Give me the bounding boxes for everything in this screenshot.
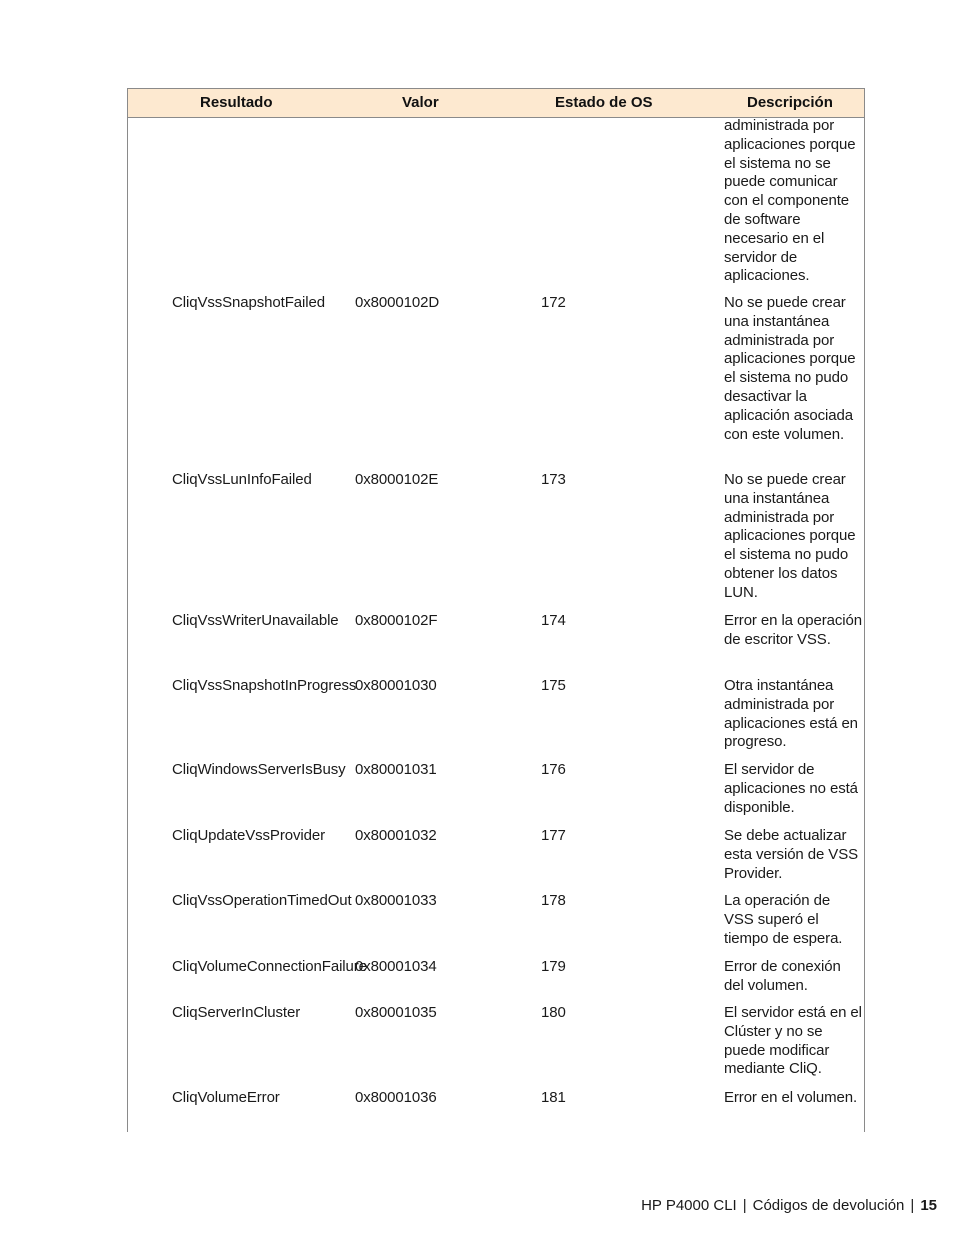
row-description: Se debe actualizar esta versión de VSS Provider. xyxy=(724,827,859,882)
row-result: CliqVolumeConnectionFailure xyxy=(172,958,367,975)
row-result: CliqVssSnapshotFailed xyxy=(172,294,325,311)
row-os-state: 176 xyxy=(541,761,566,778)
row-description: Otra instantánea administrada por aplicaciones está en progreso. xyxy=(724,677,858,751)
footer-doc-title: HP P4000 CLI xyxy=(641,1197,737,1214)
row-result: CliqUpdateVssProvider xyxy=(172,827,325,844)
row-value: 0x8000102D xyxy=(355,294,440,311)
page-number: 15 xyxy=(920,1197,937,1214)
row-os-state: 174 xyxy=(541,612,566,629)
row-result: CliqVssWriterUnavailable xyxy=(172,612,339,629)
table-header xyxy=(127,88,865,118)
row-os-state: 175 xyxy=(541,677,566,694)
row-os-state: 179 xyxy=(541,958,566,975)
row-value: 0x80001032 xyxy=(355,827,437,844)
row-result: CliqWindowsServerIsBusy xyxy=(172,761,346,778)
header-value: Valor xyxy=(402,94,439,111)
row-description: No se puede crear una instantánea administrada por aplicaciones porque el sistema no pudo desactivar la aplicación asociada con este volumen. xyxy=(724,294,856,443)
row-result: CliqVolumeError xyxy=(172,1089,280,1106)
header-os-state: Estado de OS xyxy=(555,94,653,111)
row-os-state: 173 xyxy=(541,471,566,488)
row-result: CliqVssSnapshotInProgress xyxy=(172,677,357,694)
row-os-state: 180 xyxy=(541,1004,566,1021)
row-value: 0x80001034 xyxy=(355,958,437,975)
footer-separator: | xyxy=(742,1197,747,1214)
row-os-state: 177 xyxy=(541,827,566,844)
row-os-state: 178 xyxy=(541,892,566,909)
row-value: 0x8000102E xyxy=(355,471,439,488)
row-value: 0x8000102F xyxy=(355,612,438,629)
header-result: Resultado xyxy=(200,94,273,111)
row-os-state: 181 xyxy=(541,1089,566,1106)
row-description: Error de conexión del volumen. xyxy=(724,958,841,994)
row-description: Error en el volumen. xyxy=(724,1089,858,1106)
row-result: CliqServerInCluster xyxy=(172,1004,301,1021)
row-value: 0x80001035 xyxy=(355,1004,437,1021)
row-value: 0x80001036 xyxy=(355,1089,437,1106)
row-description: Error en la operación de escritor VSS. xyxy=(724,612,862,648)
footer-section: Códigos de devolución xyxy=(752,1197,905,1214)
row-result: CliqVssOperationTimedOut xyxy=(172,892,352,909)
row-description: El servidor de aplicaciones no está disponible. xyxy=(724,761,858,816)
row-value: 0x80001033 xyxy=(355,892,437,909)
row-description: El servidor está en el Clúster y no se puede modificar mediante CliQ. xyxy=(724,1004,862,1078)
page-footer xyxy=(641,1197,937,1214)
footer-separator: | xyxy=(910,1197,915,1214)
continued-description: administrada por aplicaciones porque el sistema no se puede comunicar con el componente de software necesario en el servidor de aplicaciones. xyxy=(724,117,856,285)
row-value: 0x80001030 xyxy=(355,677,437,694)
row-value: 0x80001031 xyxy=(355,761,437,778)
row-os-state: 172 xyxy=(541,294,566,311)
header-description: Descripción xyxy=(747,94,833,111)
row-description: No se puede crear una instantánea administrada por aplicaciones porque el sistema no pudo obtener los datos LUN. xyxy=(724,471,856,601)
row-result: CliqVssLunInfoFailed xyxy=(172,471,312,488)
row-description: La operación de VSS superó el tiempo de espera. xyxy=(724,892,843,947)
